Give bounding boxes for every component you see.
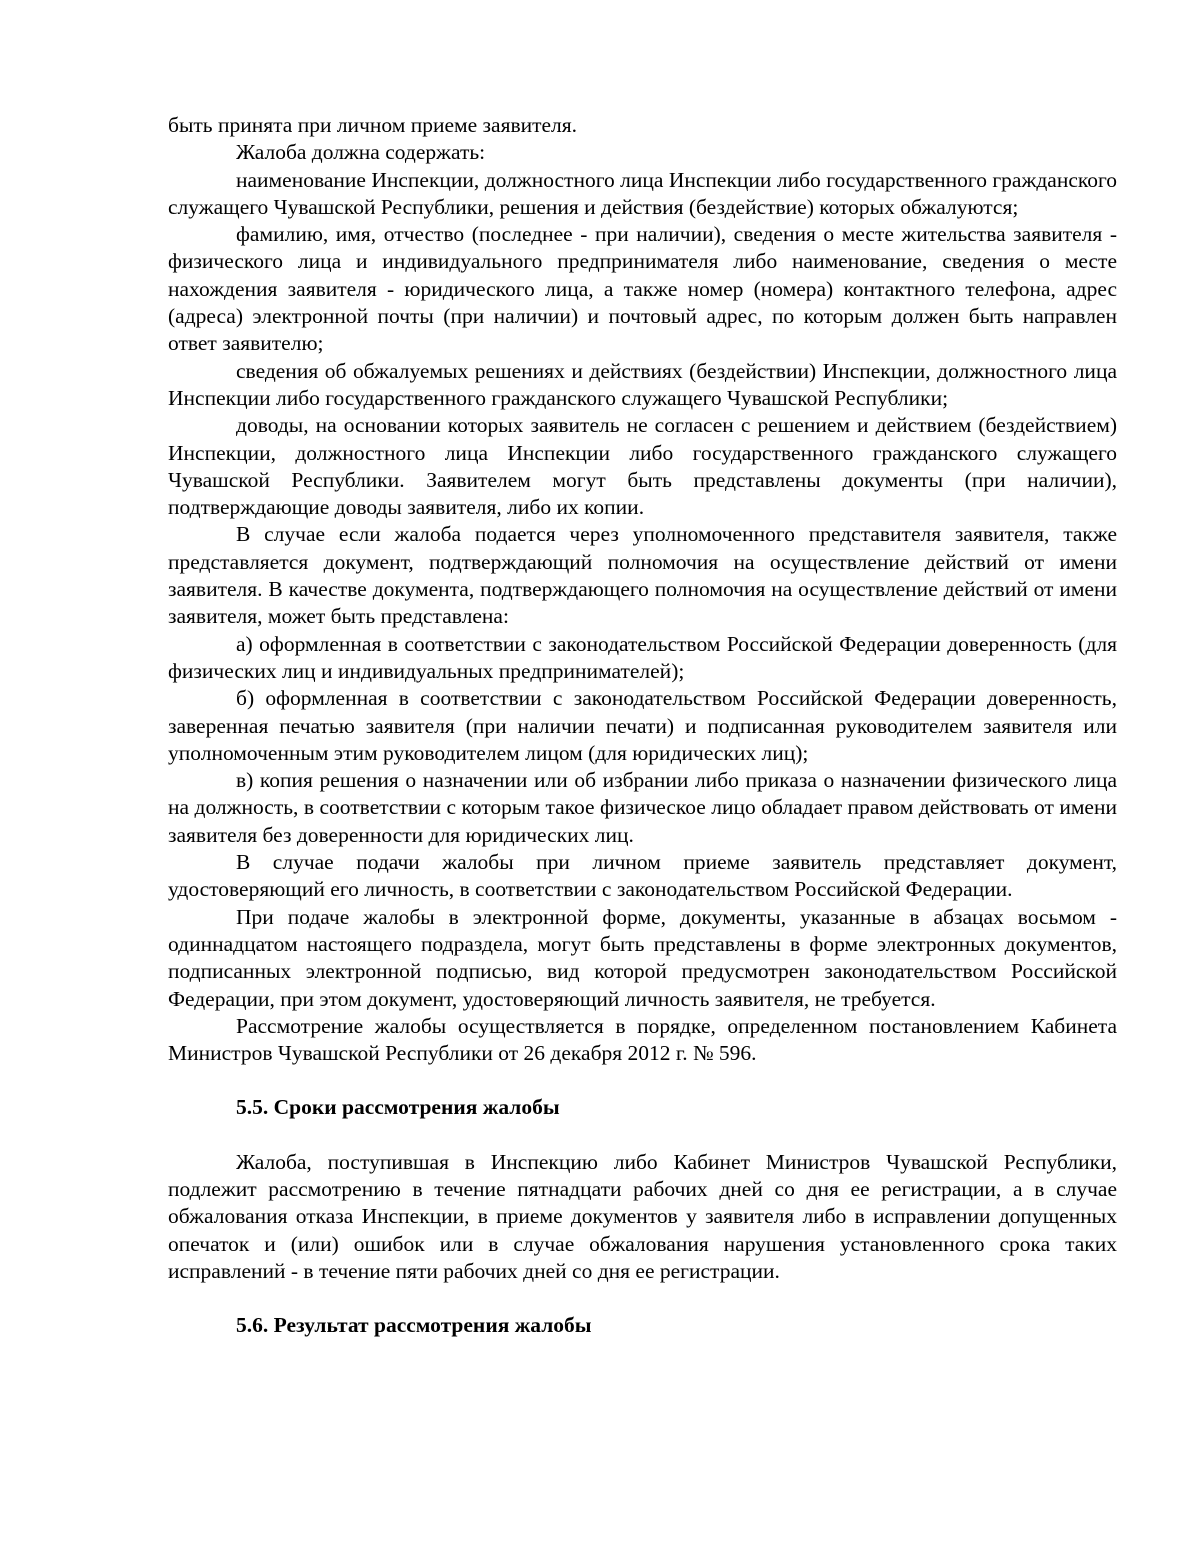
paragraph-item-name: наименование Инспекции, должностного лица Инспекции либо государственного гражданского служащего Чувашской Республики, решения и действия (бездействие) которых обжалуются; bbox=[168, 167, 1117, 219]
paragraph-item-decisions: сведения об обжалуемых решениях и действиях (бездействии) Инспекции, должностного лица Инспекции либо государственного гражданского служащего Чувашской Республики; bbox=[168, 358, 1117, 410]
paragraph-representative: В случае если жалоба подается через уполномоченного представителя заявителя, также представляется документ, подтверждающий полномочия на осуществление действий от имени заявителя. В качестве документа, подтверждающего полномочия на осуществление действий от имени заявителя, может быть представлена: bbox=[168, 522, 1117, 629]
paragraph-personal-reception: В случае подачи жалобы при личном приеме заявитель представляет документ, удостоверяющий его личность, в соответствии с законодательством Российской Федерации. bbox=[168, 850, 1117, 902]
paragraph-item-v: в) копия решения о назначении или об избрании либо приказа о назначении физического лица на должность, в соответствии с которым такое физическое лицо обладает правом действовать от имени заявителя без доверенности для юридических лиц. bbox=[168, 768, 1117, 847]
document-page bbox=[168, 112, 1117, 1339]
paragraph-item-b: б) оформленная в соответствии с законодательством Российской Федерации доверенность, заверенная печатью заявителя (при наличии печати) и подписанная руководителем заявителя или уполномоченным этим руководителем лицом (для юридических лиц); bbox=[168, 686, 1117, 765]
spacer bbox=[168, 1067, 1117, 1094]
paragraph-item-arguments: доводы, на основании которых заявитель не согласен с решением и действием (бездействием) Инспекции, должностного лица Инспекции либо государственного гражданского служащего Чувашской Республики. Заявителем могут быть представлены документы (при наличии), подтверждающие доводы заявителя, либо их копии. bbox=[168, 413, 1117, 520]
paragraph-electronic-form: При подаче жалобы в электронной форме, документы, указанные в абзацах восьмом - одиннадцатом настоящего подраздела, могут быть представлены в форме электронных документов, подписанных электронной подписью, вид которой предусмотрен законодательством Российской Федерации, при этом документ, удостоверяющий личность заявителя, не требуется. bbox=[168, 904, 1117, 1011]
spacer bbox=[168, 1122, 1117, 1149]
paragraph-item-applicant: фамилию, имя, отчество (последнее - при наличии), сведения о месте жительства заявителя - физического лица и индивидуального предпринимателя либо наименование, сведения о месте нахождения заявителя - юридического лица, а также номер (номера) контактного телефона, адрес (адреса) электронной почты (при наличии) и почтовый адрес, по которым должен быть направлен ответ заявителю; bbox=[168, 222, 1117, 356]
section-heading-5-6: 5.6. Результат рассмотрения жалобы bbox=[236, 1313, 592, 1338]
spacer bbox=[168, 1285, 1117, 1312]
section-heading-5-5: 5.5. Сроки рассмотрения жалобы bbox=[236, 1095, 560, 1120]
paragraph-review-terms: Жалоба, поступившая в Инспекцию либо Кабинет Министров Чувашской Республики, подлежит рассмотрению в течение пятнадцати рабочих дней со дня ее регистрации, а в случае обжалования отказа Инспекции, в приеме документов у заявителя либо в исправлении допущенных опечаток и (или) ошибок или в случае обжалования нарушения установленного срока таких исправлений - в течение пяти рабочих дней со дня ее регистрации. bbox=[168, 1149, 1117, 1283]
paragraph-review-order: Рассмотрение жалобы осуществляется в порядке, определенном постановлением Кабинета Министров Чувашской Республики от 26 декабря 2012 г. № 596. bbox=[168, 1013, 1117, 1066]
paragraph-complaint-contents: Жалоба должна содержать: bbox=[236, 140, 486, 165]
paragraph-continuation: быть принята при личном приеме заявителя. bbox=[168, 113, 578, 137]
paragraph-item-a: а) оформленная в соответствии с законодательством Российской Федерации доверенность (для физических лиц и индивидуальных предпринимателей); bbox=[168, 631, 1117, 683]
